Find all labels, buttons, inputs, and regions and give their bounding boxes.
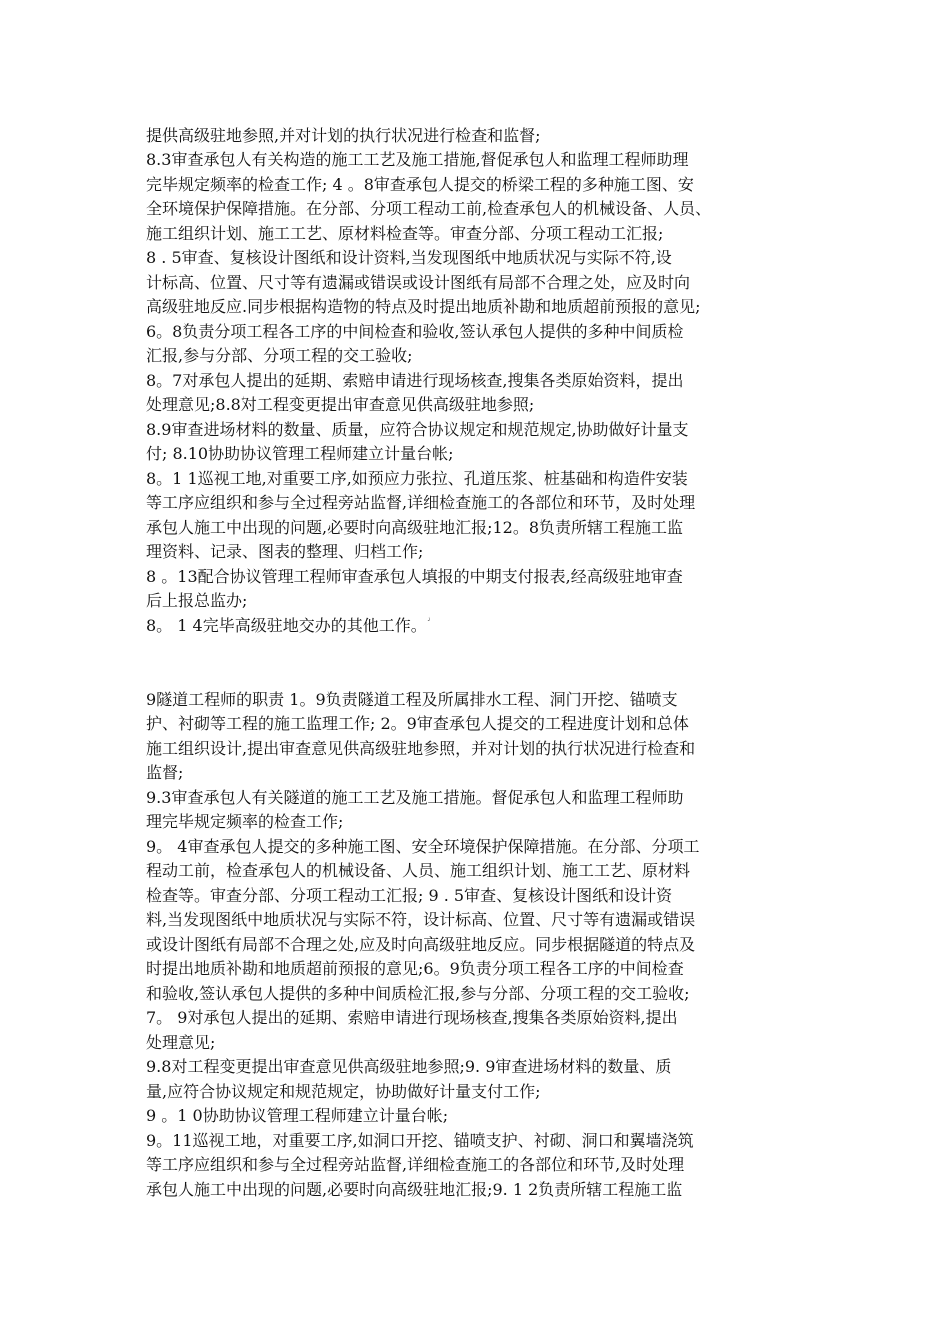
text-line: 高级驻地反应.同步根据构造物的特点及时提出地质补勘和地质超前预报的意见; bbox=[146, 297, 701, 316]
text-line: 后上报总监办; bbox=[146, 591, 248, 610]
text-line: 8。7对承包人提出的延期、索赔申请进行现场核查,搜集各类原始资料，提出 bbox=[146, 371, 684, 390]
text-line: 8。 1 4完毕高级驻地交办的其他工作。ؗ bbox=[146, 616, 427, 635]
text-line: 检查等。审查分部、分项工程动工汇报; 9 . 5ؗ审查、复核设计图纸和设计资 bbox=[146, 886, 673, 905]
text-line: 9隧道工程师的职责 1。9ؗ负责隧道工程及所属排水工程、洞门开挖、锚喷支 bbox=[146, 690, 678, 709]
text-line: 7。 9ؗ对承包人提出的延期、索赔申请进行现场核查,搜集各类原始资料,提出 bbox=[146, 1008, 678, 1027]
text-line: 处理意见; bbox=[146, 1033, 216, 1052]
text-line: 等工序应组织和参与全过程旁站监督,详细检查施工的各部位和环节，及时处理 bbox=[146, 493, 696, 512]
text-line: 等工序应组织和参与全过程旁站监督,详细检查施工的各部位和环节,及时处理 bbox=[146, 1155, 685, 1174]
text-line: 8。1 1巡视工地,对重要工序,如预应力张拉、孔道压浆、桩基础和构造件安装 bbox=[146, 469, 688, 488]
text-line: 9 。1 0协助协议管理工程师建立计量台帐; bbox=[146, 1106, 449, 1125]
text-line: 8.3审查承包人有关构造的施工工艺及施工措施,督促承包人和监理工程师助理 bbox=[146, 150, 689, 169]
text-line: 6。8ؗ负责分项工程各工序的中间检查和验收,签认承包人提供的多种中间质检 bbox=[146, 322, 684, 341]
text-line: 提供高级驻地参照,并对计划的执行状况进行检查和监督; bbox=[146, 126, 541, 145]
text-line: 理完毕规定频率的检查工作; bbox=[146, 812, 344, 831]
text-line: 量,应符合协议规定和规范规定，协助做好计量支付工作; bbox=[146, 1082, 541, 1101]
text-line: 8.9审查进场材料的数量、质量，应符合协议规定和规范规定,协助做好计量支 bbox=[146, 420, 689, 439]
text-line: 8 . 5审查、复核设计图纸和设计资料,当发现图纸中地质状况与实际不符,设 bbox=[146, 248, 672, 267]
text-line: 料,当发现图纸中地质状况与实际不符，设计标高、位置、尺寸等有遗漏或错误 bbox=[146, 910, 696, 929]
text-line: 付; 8.10ؗ协助协议管理工程师建立计量台帐; bbox=[146, 444, 454, 463]
text-line: 全环境保护保障措施。在分部、分项工程动工前,检查承包人的机械设备、人员、 bbox=[146, 199, 712, 218]
text-line: 计标高、位置、尺寸等有遗漏或错误或设计图纸有局部不合理之处，应及时向 bbox=[146, 273, 691, 292]
text-line: 监督; bbox=[146, 763, 184, 782]
text-line: 施工组织设计,提出审查意见供高级驻地参照，并对计划的执行状况进行检查和 bbox=[146, 739, 696, 758]
text-line: 或设计图纸有局部不合理之处,应及时向高级驻地反应。同步根据隧道的特点及 bbox=[146, 935, 696, 954]
text-line: 处理意见;8.8ؗ对工程变更提出审查意见供高级驻地参照; bbox=[146, 395, 535, 414]
text-line: 程动工前，检查承包人的机械设备、人员、施工组织计划、施工工艺、原材料 bbox=[146, 861, 691, 880]
text-line: 9。11巡视工地，对重要工序,如洞口开挖、锚喷支护、衬砌、洞口和翼墙浇筑 bbox=[146, 1131, 694, 1150]
text-line: 和验收,签认承包人提供的多种中间质检汇报,参与分部、分项工程的交工验收; bbox=[146, 984, 690, 1003]
text-line: 9.8对工程变更提出审查意见供高级驻地参照;9. 9ؗ审查进场材料的数量、质 bbox=[146, 1057, 672, 1076]
text-line: 9。 4审查承包人提交的多种施工图、安全环境保护保障措施。在分部、分项工 bbox=[146, 837, 700, 856]
text-line: 完毕规定频率的检查工作; 4 。8ؗ审查承包人提交的桥梁工程的多种施工图、安 bbox=[146, 175, 694, 194]
text-line: 理资料、记录、图表的整理、归档工作; bbox=[146, 542, 424, 561]
text-line: 承包人施工中出现的问题,必要时向高级驻地汇报;9. 1 2ؗ负责所辖工程施工监 bbox=[146, 1180, 683, 1199]
text-line: 9.3审查承包人有关隧道的施工工艺及施工措施。督促承包人和监理工程师助 bbox=[146, 788, 684, 807]
text-line: 汇报,参与分部、分项工程的交工验收; bbox=[146, 346, 413, 365]
text-line: 8 。13配合协议管理工程师审查承包人填报的中期支付报表,经高级驻地审查 bbox=[146, 567, 683, 586]
text-line: 护、衬砌等工程的施工监理工作; 2。9ؗ审查承包人提交的工程进度计划和总体 bbox=[146, 714, 689, 733]
text-line: 时提出地质补勘和地质超前预报的意见;6。9ؗ负责分项工程各工序的中间检查 bbox=[146, 959, 684, 978]
text-line: 承包人施工中出现的问题,必要时向高级驻地汇报;12。8ؗ负责所辖工程施工监 bbox=[146, 518, 684, 537]
text-line: 施工组织计划、施工工艺、原材料检查等。审查分部、分项工程动工汇报; bbox=[146, 224, 664, 243]
